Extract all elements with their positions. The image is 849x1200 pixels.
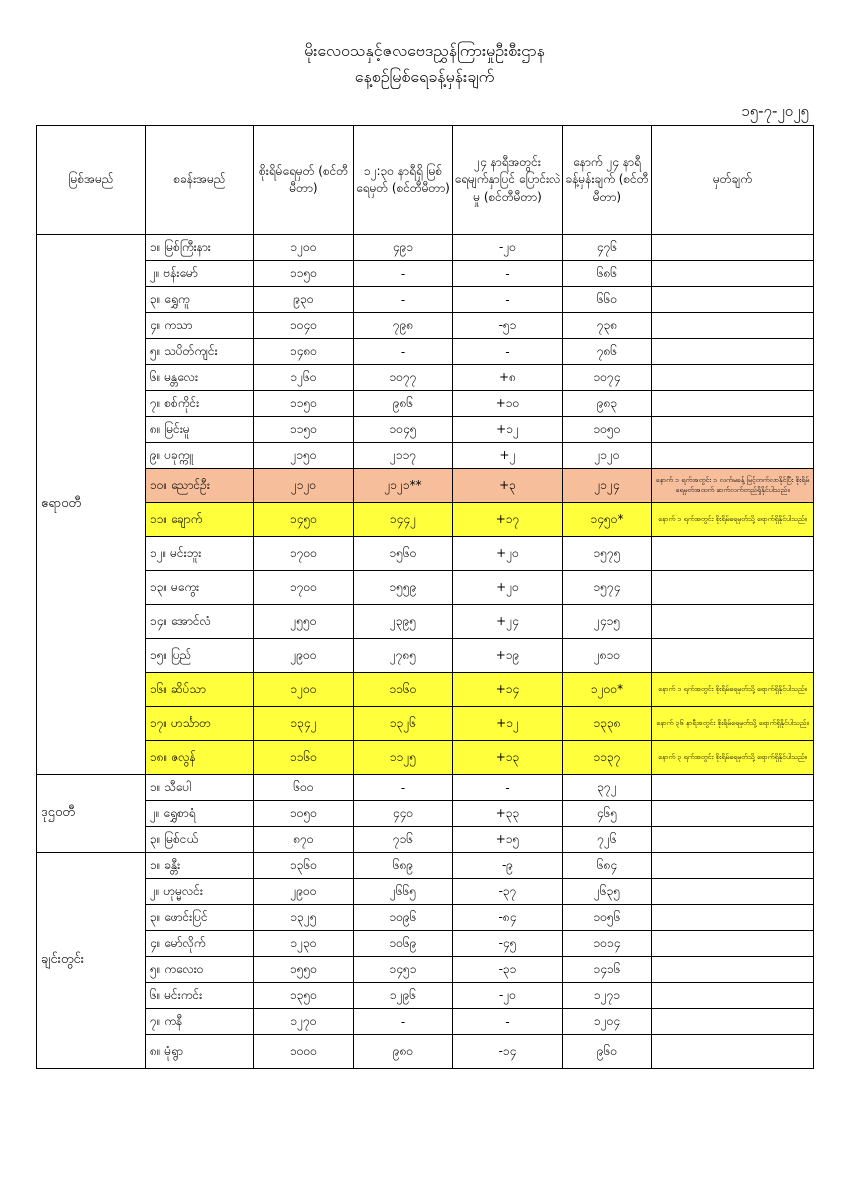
danger-level-cell: ၉၃၀ bbox=[254, 287, 354, 313]
table-row bbox=[37, 503, 814, 537]
page-title: မိုးလေဝသနှင့်ဇလဗေဒညွှန်ကြားမှုဦးစီးဌာန bbox=[304, 41, 545, 60]
danger-level-cell: ၂၉၀၀ bbox=[254, 879, 354, 905]
danger-level-cell: ၁၅၅၀ bbox=[254, 957, 354, 983]
forecast-cell: ၆၈၄ bbox=[563, 853, 652, 879]
station-cell: ၃။ မြစ်ငယ် bbox=[146, 827, 254, 853]
current-level-cell: ၁၀၄၅ bbox=[354, 417, 453, 443]
forecast-cell: ၁၂၇၁ bbox=[563, 983, 652, 1009]
change-cell: +၂ bbox=[453, 443, 563, 469]
danger-level-cell: ၁၂၀၀ bbox=[254, 235, 354, 261]
station-cell: ၁၀။ ညောင်ဦး bbox=[146, 469, 254, 503]
station-cell: ၉။ ပခုက္ကူ bbox=[146, 443, 254, 469]
table-row bbox=[37, 391, 814, 417]
current-level-cell: ၇၁၆ bbox=[354, 827, 453, 853]
station-cell: ၂။ ဗန်းမော် bbox=[146, 261, 254, 287]
station-cell: ၁၈။ ဇလွန် bbox=[146, 741, 254, 775]
change-cell: +၁၂ bbox=[453, 417, 563, 443]
forecast-cell: ၄၇၆ bbox=[563, 235, 652, 261]
remark-cell bbox=[652, 261, 814, 287]
col-header-24h-change: ၂၄ နာရီအတွင်း ရေမျက်နှာပြင် ပြောင်းလဲမှု (စင်တီမီတာ) bbox=[453, 126, 563, 235]
danger-level-cell: ၁၀၄၀ bbox=[254, 313, 354, 339]
danger-level-cell: ၈၇၀ bbox=[254, 827, 354, 853]
change-cell: - bbox=[453, 287, 563, 313]
water-level-table bbox=[36, 125, 814, 1069]
current-level-cell: ၄၄၀ bbox=[354, 801, 453, 827]
current-level-cell: - bbox=[354, 1009, 453, 1035]
current-level-cell: - bbox=[354, 775, 453, 801]
current-level-cell: ၁၄၅၁ bbox=[354, 957, 453, 983]
change-cell: -၂၀ bbox=[453, 983, 563, 1009]
station-cell: ၃။ ဖောင်းပြင် bbox=[146, 905, 254, 931]
table-row bbox=[37, 287, 814, 313]
danger-level-cell: ၁၀၀၀ bbox=[254, 1035, 354, 1069]
change-cell: +၁၃ bbox=[453, 741, 563, 775]
current-level-cell: ၁၀၉၆ bbox=[354, 905, 453, 931]
station-cell: ၁၃။ မကွေး bbox=[146, 571, 254, 605]
table-row bbox=[37, 879, 814, 905]
change-cell: +၁၅ bbox=[453, 827, 563, 853]
table-row bbox=[37, 639, 814, 673]
table-row bbox=[37, 827, 814, 853]
current-level-cell: ၇၉၈ bbox=[354, 313, 453, 339]
table-row bbox=[37, 469, 814, 503]
forecast-cell: ၂၁၂၀ bbox=[563, 443, 652, 469]
forecast-cell: ၂၈၁၀ bbox=[563, 639, 652, 673]
danger-level-cell: ၂၉၀၀ bbox=[254, 639, 354, 673]
forecast-cell: ၇၃၈ bbox=[563, 313, 652, 339]
danger-level-cell: ၁၄၅၀ bbox=[254, 503, 354, 537]
current-level-cell: ၄၉၁ bbox=[354, 235, 453, 261]
table-row bbox=[37, 853, 814, 879]
table-row bbox=[37, 741, 814, 775]
remark-cell bbox=[652, 827, 814, 853]
remark-cell bbox=[652, 879, 814, 905]
change-cell: +၁၄ bbox=[453, 673, 563, 707]
remark-cell bbox=[652, 339, 814, 365]
current-level-cell: ၆၈၉ bbox=[354, 853, 453, 879]
table-row bbox=[37, 983, 814, 1009]
current-level-cell: ၁၅၆၀ bbox=[354, 537, 453, 571]
current-level-cell: ၂၁၂၁** bbox=[354, 469, 453, 503]
change-cell: -၁၄ bbox=[453, 1035, 563, 1069]
forecast-cell: ၁၀၁၄ bbox=[563, 931, 652, 957]
station-cell: ၁၂။ မင်းဘူး bbox=[146, 537, 254, 571]
station-cell: ၁၅။ ပြည် bbox=[146, 639, 254, 673]
change-cell: +၃၃ bbox=[453, 801, 563, 827]
forecast-cell: ၁၄၁၆ bbox=[563, 957, 652, 983]
station-cell: ၇။ ကနီ bbox=[146, 1009, 254, 1035]
river-name-cell: ဒုဌဝတီ bbox=[37, 775, 146, 853]
remark-cell bbox=[652, 365, 814, 391]
current-level-cell: ၉၈၀ bbox=[354, 1035, 453, 1069]
station-cell: ၇။ စစ်ကိုင်း bbox=[146, 391, 254, 417]
forecast-cell: ၁၂၀၀* bbox=[563, 673, 652, 707]
station-cell: ၈။ မုံရွာ bbox=[146, 1035, 254, 1069]
current-level-cell: ၁၀၇၇ bbox=[354, 365, 453, 391]
station-cell: ၃။ ရွှေကူ bbox=[146, 287, 254, 313]
station-cell: ၂။ ဟုမ္မလင်း bbox=[146, 879, 254, 905]
remark-cell bbox=[652, 537, 814, 571]
change-cell: +၃ bbox=[453, 469, 563, 503]
col-header-danger-level: စိုးရိမ်ရေမှတ် (စင်တီမီတာ) bbox=[254, 126, 354, 235]
change-cell: - bbox=[453, 261, 563, 287]
station-cell: ၁၇။ ဟင်္သာတ bbox=[146, 707, 254, 741]
table-row bbox=[37, 605, 814, 639]
remark-cell bbox=[652, 775, 814, 801]
change-cell: - bbox=[453, 775, 563, 801]
change-cell: +၂၀ bbox=[453, 571, 563, 605]
station-cell: ၆။ မင်းကင်း bbox=[146, 983, 254, 1009]
current-level-cell: - bbox=[354, 287, 453, 313]
table-row bbox=[37, 775, 814, 801]
forecast-cell: ၁၁၃၇ bbox=[563, 741, 652, 775]
forecast-cell: ၆၈၆ bbox=[563, 261, 652, 287]
change-cell: -၂၀ bbox=[453, 235, 563, 261]
forecast-cell: ၁၀၇၄ bbox=[563, 365, 652, 391]
table-row bbox=[37, 673, 814, 707]
forecast-cell: ၆၆၀ bbox=[563, 287, 652, 313]
remark-cell bbox=[652, 313, 814, 339]
remark-cell: နောက် ၃၆ နာရီအတွင်း စိုးရိမ်ရေမှတ်သို့ ရောက်ရှိနိုင်ပါသည်။ bbox=[652, 707, 814, 741]
danger-level-cell: ၁၄၈၀ bbox=[254, 339, 354, 365]
danger-level-cell: ၆၀၀ bbox=[254, 775, 354, 801]
remark-cell bbox=[652, 1035, 814, 1069]
change-cell: +၁၉ bbox=[453, 639, 563, 673]
col-header-current-level: ၁၂:၃၀ နာရီရှိ မြစ်ရေမှတ် (စင်တီမီတာ) bbox=[354, 126, 453, 235]
change-cell: +၁၇ bbox=[453, 503, 563, 537]
danger-level-cell: ၁၁၅၀ bbox=[254, 261, 354, 287]
station-cell: ၁။ မြစ်ကြီးနား bbox=[146, 235, 254, 261]
change-cell: -၅၁ bbox=[453, 313, 563, 339]
station-cell: ၁၁။ ချောက် bbox=[146, 503, 254, 537]
change-cell: +၁၀ bbox=[453, 391, 563, 417]
remark-cell bbox=[652, 287, 814, 313]
col-header-forecast: နောက် ၂၄ နာရီ ခန့်မှန်းချက် (စင်တီမီတာ) bbox=[563, 126, 652, 235]
remark-cell bbox=[652, 639, 814, 673]
forecast-cell: ၂၆၃၅ bbox=[563, 879, 652, 905]
station-cell: ၆။ မန္တလေး bbox=[146, 365, 254, 391]
remark-cell bbox=[652, 983, 814, 1009]
danger-level-cell: ၁၂၀၀ bbox=[254, 673, 354, 707]
forecast-cell: ၇၂၆ bbox=[563, 827, 652, 853]
current-level-cell: - bbox=[354, 339, 453, 365]
danger-level-cell: ၂၁၅၀ bbox=[254, 443, 354, 469]
table-row bbox=[37, 1035, 814, 1069]
current-level-cell: ၂၆၆၅ bbox=[354, 879, 453, 905]
danger-level-cell: ၂၅၅၀ bbox=[254, 605, 354, 639]
col-header-station: စခန်းအမည် bbox=[146, 126, 254, 235]
remark-cell bbox=[652, 1009, 814, 1035]
remark-cell bbox=[652, 443, 814, 469]
station-cell: ၈။ မြင်းမူ bbox=[146, 417, 254, 443]
river-name-cell: ဧရာဝတီ bbox=[37, 235, 146, 775]
forecast-cell: ၂၁၂၄ bbox=[563, 469, 652, 503]
current-level-cell: ၁၄၄၂ bbox=[354, 503, 453, 537]
danger-level-cell: ၁၂၇၀ bbox=[254, 1009, 354, 1035]
change-cell: - bbox=[453, 1009, 563, 1035]
table-row bbox=[37, 313, 814, 339]
col-header-river: မြစ်အမည် bbox=[37, 126, 146, 235]
table-row bbox=[37, 339, 814, 365]
forecast-cell: ၁၀၅၀ bbox=[563, 417, 652, 443]
danger-level-cell: ၁၇၀၀ bbox=[254, 571, 354, 605]
danger-level-cell: ၁၁၆၀ bbox=[254, 741, 354, 775]
danger-level-cell: ၁၀၅၀ bbox=[254, 801, 354, 827]
remark-cell bbox=[652, 605, 814, 639]
river-name-cell: ချင်းတွင်း bbox=[37, 853, 146, 1069]
current-level-cell: ၉၈၆ bbox=[354, 391, 453, 417]
remark-cell bbox=[652, 571, 814, 605]
forecast-cell: ၁၅၇၄ bbox=[563, 571, 652, 605]
station-cell: ၄။ မော်လိုက် bbox=[146, 931, 254, 957]
current-level-cell: ၁၂၉၆ bbox=[354, 983, 453, 1009]
station-cell: ၄။ ကသာ bbox=[146, 313, 254, 339]
remark-cell bbox=[652, 931, 814, 957]
change-cell: +၈ bbox=[453, 365, 563, 391]
table-row bbox=[37, 417, 814, 443]
forecast-cell: ၄၆၅ bbox=[563, 801, 652, 827]
station-cell: ၅။ ကလေးဝ bbox=[146, 957, 254, 983]
forecast-cell: ၁၄၅၀* bbox=[563, 503, 652, 537]
danger-level-cell: ၁၃၅၀ bbox=[254, 983, 354, 1009]
remark-cell bbox=[652, 235, 814, 261]
danger-level-cell: ၂၁၂၀ bbox=[254, 469, 354, 503]
col-header-remark: မှတ်ချက် bbox=[652, 126, 814, 235]
danger-level-cell: ၁၃၄၂ bbox=[254, 707, 354, 741]
remark-cell bbox=[652, 957, 814, 983]
remark-cell: နောက် ၁ ရက်အတွင်း စိုးရိမ်ရေမှတ်သို့ ရောက်ရှိနိုင်ပါသည်။ bbox=[652, 503, 814, 537]
danger-level-cell: ၁၂၆၀ bbox=[254, 365, 354, 391]
current-level-cell: ၁၁၆၀ bbox=[354, 673, 453, 707]
remark-cell: နောက် ၁ ရက်အတွင်း စိုးရိမ်ရေမှတ်သို့ ရောက်ရှိနိုင်ပါသည်။ bbox=[652, 673, 814, 707]
change-cell: -၄၅ bbox=[453, 931, 563, 957]
current-level-cell: ၂၁၁၇ bbox=[354, 443, 453, 469]
table-row bbox=[37, 1009, 814, 1035]
forecast-cell: ၁၅၇၅ bbox=[563, 537, 652, 571]
remark-cell bbox=[652, 853, 814, 879]
table-row bbox=[37, 905, 814, 931]
table-row bbox=[37, 537, 814, 571]
forecast-cell: ၉၈၃ bbox=[563, 391, 652, 417]
current-level-cell: ၂၃၉၅ bbox=[354, 605, 453, 639]
station-cell: ၅။ သပိတ်ကျင်း bbox=[146, 339, 254, 365]
remark-cell bbox=[652, 417, 814, 443]
change-cell: -၃၇ bbox=[453, 879, 563, 905]
remark-cell: နောက် ၃ ရက်အတွင်း စိုးရိမ်ရေမှတ်သို့ ရောက်ရှိနိုင်ပါသည်။ bbox=[652, 741, 814, 775]
change-cell: +၁၂ bbox=[453, 707, 563, 741]
remark-cell bbox=[652, 391, 814, 417]
table-row bbox=[37, 261, 814, 287]
current-level-cell: ၁၀၆၉ bbox=[354, 931, 453, 957]
change-cell: -၈၄ bbox=[453, 905, 563, 931]
current-level-cell: ၂၇၈၅ bbox=[354, 639, 453, 673]
forecast-cell: ၉၆၀ bbox=[563, 1035, 652, 1069]
change-cell: -၃၁ bbox=[453, 957, 563, 983]
remark-cell bbox=[652, 905, 814, 931]
forecast-cell: ၁၀၅၆ bbox=[563, 905, 652, 931]
table-row bbox=[37, 707, 814, 741]
remark-cell bbox=[652, 801, 814, 827]
change-cell: +၂၀ bbox=[453, 537, 563, 571]
table-header-row bbox=[37, 126, 814, 235]
page-subtitle: နေ့စဉ်မြစ်ရေခန့်မှန်းချက် bbox=[354, 67, 495, 86]
table-row bbox=[37, 235, 814, 261]
remark-cell: နောက် ၁ ရက်အတွင်း ၁ လက်မခန့် မြင့်တက်လာနိုင်ပြီး စိုးရိမ်ရေမှတ်အထက် ဆက်လက်တည်ရှိနိုင်ပါသည်။ bbox=[652, 469, 814, 503]
change-cell: +၂၄ bbox=[453, 605, 563, 639]
table-row bbox=[37, 957, 814, 983]
forecast-cell: ၁၂၀၄ bbox=[563, 1009, 652, 1035]
forecast-cell: ၇၈၆ bbox=[563, 339, 652, 365]
station-cell: ၂။ ရွှေစာရံ bbox=[146, 801, 254, 827]
table-row bbox=[37, 931, 814, 957]
change-cell: - bbox=[453, 339, 563, 365]
table-row bbox=[37, 365, 814, 391]
danger-level-cell: ၁၁၅၀ bbox=[254, 391, 354, 417]
danger-level-cell: ၁၃၆၀ bbox=[254, 853, 354, 879]
change-cell: -၉ bbox=[453, 853, 563, 879]
danger-level-cell: ၁၁၅၀ bbox=[254, 417, 354, 443]
table-row bbox=[37, 801, 814, 827]
current-level-cell: ၁၁၂၅ bbox=[354, 741, 453, 775]
danger-level-cell: ၁၂၃၀ bbox=[254, 931, 354, 957]
current-level-cell: ၁၅၅၉ bbox=[354, 571, 453, 605]
forecast-cell: ၂၄၁၅ bbox=[563, 605, 652, 639]
report-date: ၁၅-၇-၂၀၂၅ bbox=[741, 102, 809, 120]
station-cell: ၁၄။ အောင်လံ bbox=[146, 605, 254, 639]
station-cell: ၁။ ခန္တီး bbox=[146, 853, 254, 879]
danger-level-cell: ၁၃၂၅ bbox=[254, 905, 354, 931]
forecast-cell: ၃၇၂ bbox=[563, 775, 652, 801]
forecast-cell: ၁၃၃၈ bbox=[563, 707, 652, 741]
station-cell: ၁၆။ ဆိပ်သာ bbox=[146, 673, 254, 707]
current-level-cell: - bbox=[354, 261, 453, 287]
station-cell: ၁။ သီပေါ bbox=[146, 775, 254, 801]
current-level-cell: ၁၃၂၆ bbox=[354, 707, 453, 741]
danger-level-cell: ၁၇၀၀ bbox=[254, 537, 354, 571]
table-row bbox=[37, 571, 814, 605]
table-row bbox=[37, 443, 814, 469]
